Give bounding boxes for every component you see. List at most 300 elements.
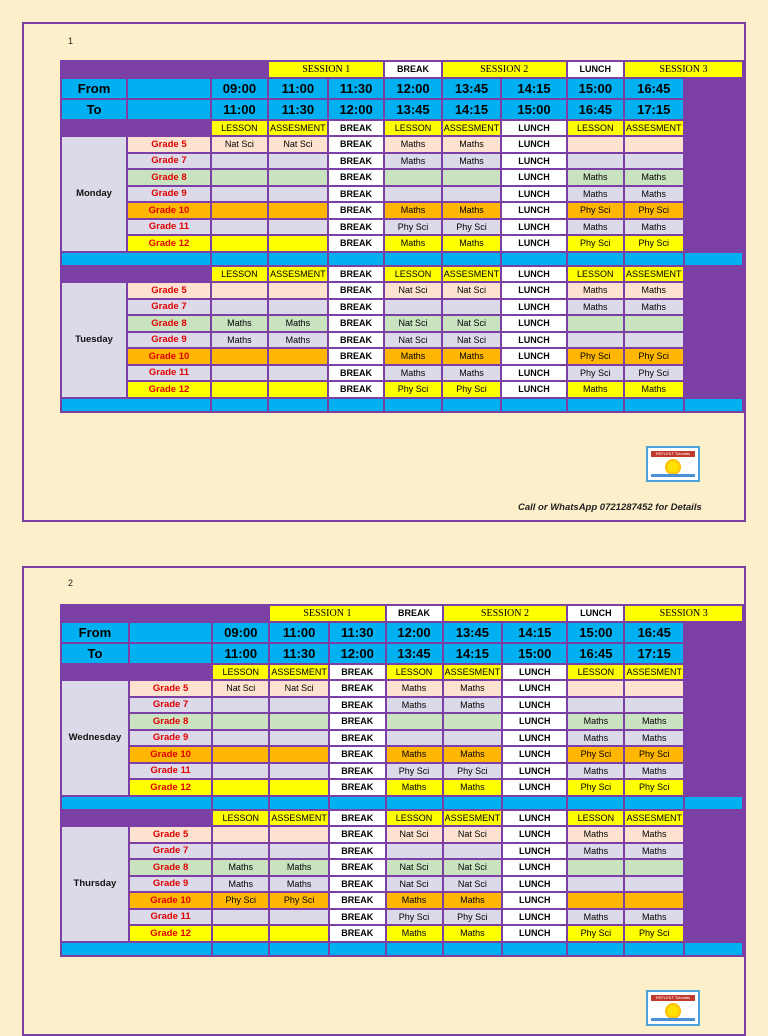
from-time: 09:00: [211, 78, 268, 99]
subject-cell: [268, 299, 328, 316]
lunch-cell: LUNCH: [502, 859, 567, 876]
lunch-cell: LUNCH: [502, 746, 567, 763]
break-cell: BREAK: [328, 332, 385, 349]
tutorials-logo: [646, 990, 700, 1026]
subject-cell: [567, 136, 624, 153]
subject-cell: Maths: [567, 713, 624, 730]
subject-cell: [212, 843, 269, 860]
activity-type-row: [61, 810, 743, 827]
from-time: 11:30: [328, 78, 385, 99]
subject-cell: [212, 826, 269, 843]
activity-type: ASSESMENT: [442, 120, 502, 137]
grade-row: [61, 219, 743, 236]
subject-cell: [443, 730, 503, 747]
activity-type: ASSESMENT: [624, 120, 684, 137]
subject-cell: [268, 202, 328, 219]
subject-cell: Maths: [624, 826, 684, 843]
subject-cell: [211, 202, 268, 219]
activity-type: LESSON: [386, 810, 443, 827]
activity-type: LUNCH: [502, 810, 567, 827]
day-label: Tuesday: [61, 282, 127, 398]
break-cell: BREAK: [329, 713, 386, 730]
grade-row: [61, 348, 743, 365]
separator-cell: [212, 796, 269, 810]
subject-cell: [268, 219, 328, 236]
grade-row: [61, 925, 743, 942]
session-header-row: [61, 61, 743, 78]
subject-cell: Phy Sci: [624, 235, 684, 252]
sun-icon: [665, 459, 681, 475]
grade-row: [61, 186, 743, 203]
subject-cell: Maths: [567, 299, 624, 316]
timetable: [60, 604, 744, 957]
lunch-cell: LUNCH: [501, 282, 566, 299]
separator-cell: [328, 252, 385, 266]
break-cell: BREAK: [328, 186, 385, 203]
grade-row: [61, 153, 743, 170]
subject-cell: Nat Sci: [386, 826, 443, 843]
break-cell: BREAK: [328, 348, 385, 365]
subject-cell: [268, 282, 328, 299]
grade-row: [61, 315, 743, 332]
subject-cell: [269, 697, 329, 714]
subject-cell: [212, 763, 269, 780]
subject-cell: Nat Sci: [442, 315, 502, 332]
lunch-cell: LUNCH: [501, 136, 566, 153]
grade-label: Grade 9: [127, 186, 211, 203]
break-cell: BREAK: [328, 315, 385, 332]
lunch-cell: LUNCH: [501, 315, 566, 332]
to-time: 11:00: [212, 643, 269, 664]
grade-label: Grade 9: [129, 876, 212, 893]
timetable: [60, 60, 744, 413]
grade-row: [61, 859, 743, 876]
subject-cell: [212, 746, 269, 763]
grade-label: Grade 7: [127, 153, 211, 170]
from-time: 15:00: [567, 78, 624, 99]
subject-cell: Nat Sci: [442, 282, 502, 299]
subject-cell: Maths: [567, 381, 624, 398]
separator-cell: [684, 796, 743, 810]
grade-row: [61, 332, 743, 349]
break-cell: BREAK: [328, 365, 385, 382]
subject-cell: [269, 826, 329, 843]
activity-type: LESSON: [567, 266, 624, 283]
break-cell: BREAK: [329, 697, 386, 714]
from-time: 14:15: [501, 78, 566, 99]
separator-cell: [386, 796, 443, 810]
subject-cell: Maths: [624, 843, 684, 860]
grade-row: [61, 713, 743, 730]
type-row-blank: [61, 120, 211, 137]
lunch-cell: LUNCH: [502, 680, 567, 697]
subject-cell: [269, 746, 329, 763]
from-row: [61, 78, 743, 99]
separator-cell: [61, 252, 211, 266]
to-blank: [127, 99, 211, 120]
subject-cell: Maths: [442, 202, 502, 219]
from-label: From: [61, 622, 129, 643]
separator-cell: [501, 252, 566, 266]
subject-cell: [624, 697, 684, 714]
lunch-cell: LUNCH: [502, 909, 567, 926]
subject-cell: Maths: [386, 746, 443, 763]
activity-type: BREAK: [329, 664, 386, 681]
break-cell: BREAK: [329, 746, 386, 763]
header-blank: [61, 61, 268, 78]
subject-cell: Nat Sci: [269, 680, 329, 697]
lunch-cell: LUNCH: [501, 219, 566, 236]
timetable-container: [60, 60, 744, 413]
subject-cell: Phy Sci: [624, 925, 684, 942]
grade-label: Grade 11: [127, 365, 211, 382]
subject-cell: Maths: [269, 876, 329, 893]
grade-label: Grade 8: [127, 169, 211, 186]
subject-cell: [624, 315, 684, 332]
subject-cell: [386, 843, 443, 860]
break-cell: BREAK: [329, 859, 386, 876]
page-number: 1: [68, 36, 74, 46]
separator-cell: [442, 398, 502, 412]
subject-cell: Phy Sci: [624, 365, 684, 382]
to-time: 11:30: [269, 643, 329, 664]
subject-cell: [567, 892, 624, 909]
subject-cell: Maths: [386, 680, 443, 697]
subject-cell: [567, 153, 624, 170]
subject-cell: Maths: [567, 186, 624, 203]
subject-cell: Maths: [268, 315, 328, 332]
activity-type: LESSON: [567, 664, 624, 681]
subject-cell: Maths: [268, 332, 328, 349]
break-cell: BREAK: [329, 730, 386, 747]
from-time: 11:30: [329, 622, 386, 643]
separator-row: [61, 398, 743, 412]
subject-cell: Maths: [624, 713, 684, 730]
session-header-row: [61, 605, 743, 622]
to-time: 16:45: [567, 99, 624, 120]
to-time: 13:45: [384, 99, 441, 120]
subject-cell: Maths: [386, 697, 443, 714]
break-header: BREAK: [384, 61, 441, 78]
to-blank: [129, 643, 212, 664]
subject-cell: [268, 348, 328, 365]
grade-label: Grade 10: [127, 202, 211, 219]
to-time: 14:15: [443, 643, 503, 664]
subject-cell: Phy Sci: [624, 746, 684, 763]
subject-cell: Phy Sci: [386, 909, 443, 926]
subject-cell: Maths: [386, 779, 443, 796]
subject-cell: Maths: [443, 779, 503, 796]
to-time: 16:45: [567, 643, 624, 664]
break-cell: BREAK: [329, 763, 386, 780]
break-cell: BREAK: [328, 235, 385, 252]
subject-cell: Nat Sci: [443, 876, 503, 893]
from-time: 16:45: [624, 622, 684, 643]
lunch-cell: LUNCH: [501, 186, 566, 203]
break-header: BREAK: [386, 605, 443, 622]
subject-cell: [567, 315, 624, 332]
grade-row: [61, 826, 743, 843]
grade-label: Grade 12: [127, 381, 211, 398]
subject-cell: Maths: [567, 169, 624, 186]
separator-cell: [211, 398, 268, 412]
lunch-cell: LUNCH: [502, 730, 567, 747]
separator-cell: [501, 398, 566, 412]
grade-label: Grade 10: [129, 746, 212, 763]
subject-cell: Maths: [442, 153, 502, 170]
subject-cell: [442, 299, 502, 316]
subject-cell: [268, 235, 328, 252]
grade-row: [61, 136, 743, 153]
subject-cell: Phy Sci: [567, 779, 624, 796]
lunch-cell: LUNCH: [502, 713, 567, 730]
logo-title: REFLEKT Tutorials: [651, 995, 695, 1001]
grade-label: Grade 5: [129, 826, 212, 843]
subject-cell: Nat Sci: [212, 680, 269, 697]
from-time: 12:00: [386, 622, 443, 643]
grade-label: Grade 7: [129, 843, 212, 860]
subject-cell: [386, 730, 443, 747]
subject-cell: Phy Sci: [269, 892, 329, 909]
subject-cell: [268, 365, 328, 382]
subject-cell: Phy Sci: [443, 763, 503, 780]
from-time: 11:00: [268, 78, 328, 99]
subject-cell: [212, 925, 269, 942]
subject-cell: [567, 680, 624, 697]
subject-cell: [268, 153, 328, 170]
subject-cell: [624, 153, 684, 170]
activity-type: BREAK: [328, 120, 385, 137]
timetable-page-2: [22, 566, 746, 1036]
separator-cell: [61, 796, 212, 810]
lunch-cell: LUNCH: [502, 892, 567, 909]
type-row-blank: [61, 810, 212, 827]
grade-row: [61, 697, 743, 714]
subject-cell: Maths: [567, 909, 624, 926]
subject-cell: Maths: [384, 348, 441, 365]
lunch-cell: LUNCH: [502, 779, 567, 796]
activity-type: LESSON: [212, 810, 269, 827]
session-2-header: SESSION 2: [442, 61, 567, 78]
subject-cell: [386, 713, 443, 730]
session-3-header: SESSION 3: [624, 605, 743, 622]
to-time: 14:15: [442, 99, 502, 120]
subject-cell: Phy Sci: [624, 779, 684, 796]
subject-cell: Nat Sci: [384, 332, 441, 349]
subject-cell: [211, 186, 268, 203]
grade-row: [61, 909, 743, 926]
logo-bar: [651, 1018, 695, 1021]
grade-label: Grade 12: [127, 235, 211, 252]
subject-cell: [211, 219, 268, 236]
activity-type: LESSON: [386, 664, 443, 681]
subject-cell: Phy Sci: [567, 202, 624, 219]
grade-label: Grade 7: [127, 299, 211, 316]
activity-type: LESSON: [384, 266, 441, 283]
subject-cell: Maths: [624, 169, 684, 186]
subject-cell: [211, 153, 268, 170]
from-label: From: [61, 78, 127, 99]
lunch-header: LUNCH: [567, 61, 624, 78]
activity-type: ASSESMENT: [624, 810, 684, 827]
subject-cell: Maths: [384, 136, 441, 153]
break-cell: BREAK: [329, 826, 386, 843]
subject-cell: Phy Sci: [567, 235, 624, 252]
separator-cell: [443, 942, 503, 956]
subject-cell: [384, 299, 441, 316]
separator-cell: [684, 398, 743, 412]
lunch-cell: LUNCH: [501, 365, 566, 382]
separator-cell: [567, 398, 624, 412]
separator-cell: [442, 252, 502, 266]
subject-cell: Nat Sci: [386, 859, 443, 876]
grade-label: Grade 9: [129, 730, 212, 747]
subject-cell: Maths: [567, 826, 624, 843]
separator-cell: [502, 942, 567, 956]
activity-type: LESSON: [567, 120, 624, 137]
subject-cell: Maths: [624, 730, 684, 747]
grade-label: Grade 9: [127, 332, 211, 349]
lunch-header: LUNCH: [567, 605, 624, 622]
subject-cell: Nat Sci: [442, 332, 502, 349]
subject-cell: Phy Sci: [384, 219, 441, 236]
subject-cell: [624, 680, 684, 697]
subject-cell: Maths: [624, 381, 684, 398]
separator-row: [61, 796, 743, 810]
day-label: Monday: [61, 136, 127, 252]
day-label: Wednesday: [61, 680, 129, 796]
separator-cell: [269, 796, 329, 810]
subject-cell: Maths: [567, 282, 624, 299]
subject-cell: [269, 779, 329, 796]
break-cell: BREAK: [329, 876, 386, 893]
subject-cell: Maths: [212, 859, 269, 876]
subject-cell: [624, 876, 684, 893]
grade-label: Grade 11: [129, 909, 212, 926]
subject-cell: [442, 169, 502, 186]
timetable-container: [60, 604, 744, 957]
page-number: 2: [68, 578, 74, 588]
session-2-header: SESSION 2: [443, 605, 568, 622]
break-cell: BREAK: [328, 153, 385, 170]
separator-row: [61, 252, 743, 266]
subject-cell: Maths: [567, 219, 624, 236]
grade-label: Grade 12: [129, 925, 212, 942]
subject-cell: Maths: [269, 859, 329, 876]
subject-cell: Maths: [211, 332, 268, 349]
subject-cell: [624, 332, 684, 349]
subject-cell: [212, 713, 269, 730]
activity-type-row: [61, 664, 743, 681]
separator-cell: [268, 252, 328, 266]
separator-cell: [443, 796, 503, 810]
lunch-cell: LUNCH: [501, 348, 566, 365]
subject-cell: Maths: [442, 136, 502, 153]
subject-cell: Nat Sci: [384, 282, 441, 299]
to-time: 17:15: [624, 99, 684, 120]
lunch-cell: LUNCH: [502, 925, 567, 942]
grade-label: Grade 11: [127, 219, 211, 236]
activity-type: ASSESMENT: [624, 664, 684, 681]
lunch-cell: LUNCH: [501, 153, 566, 170]
subject-cell: Nat Sci: [211, 136, 268, 153]
break-cell: BREAK: [329, 843, 386, 860]
separator-cell: [329, 796, 386, 810]
activity-type: ASSESMENT: [269, 664, 329, 681]
grade-label: Grade 8: [127, 315, 211, 332]
break-cell: BREAK: [329, 680, 386, 697]
lunch-cell: LUNCH: [501, 169, 566, 186]
subject-cell: Maths: [624, 186, 684, 203]
from-row: [61, 622, 743, 643]
grade-label: Grade 7: [129, 697, 212, 714]
grade-label: Grade 5: [129, 680, 212, 697]
break-cell: BREAK: [328, 381, 385, 398]
grade-label: Grade 12: [129, 779, 212, 796]
subject-cell: [567, 332, 624, 349]
subject-cell: [624, 892, 684, 909]
sun-icon: [665, 1003, 681, 1019]
subject-cell: [269, 843, 329, 860]
separator-cell: [567, 942, 624, 956]
separator-cell: [212, 942, 269, 956]
lunch-cell: LUNCH: [501, 332, 566, 349]
from-time: 15:00: [567, 622, 624, 643]
activity-type: ASSESMENT: [443, 664, 503, 681]
lunch-cell: LUNCH: [502, 697, 567, 714]
subject-cell: Maths: [567, 843, 624, 860]
subject-cell: [268, 169, 328, 186]
lunch-cell: LUNCH: [501, 202, 566, 219]
grade-row: [61, 299, 743, 316]
subject-cell: [567, 697, 624, 714]
from-time: 13:45: [442, 78, 502, 99]
subject-cell: Maths: [567, 763, 624, 780]
subject-cell: [211, 299, 268, 316]
separator-cell: [269, 942, 329, 956]
subject-cell: Maths: [442, 365, 502, 382]
subject-cell: Nat Sci: [443, 826, 503, 843]
separator-cell: [624, 796, 684, 810]
subject-cell: Maths: [212, 876, 269, 893]
grade-label: Grade 11: [129, 763, 212, 780]
subject-cell: [211, 169, 268, 186]
activity-type: ASSESMENT: [443, 810, 503, 827]
to-label: To: [61, 643, 129, 664]
activity-type: BREAK: [328, 266, 385, 283]
subject-cell: [442, 186, 502, 203]
subject-cell: [212, 730, 269, 747]
activity-type: LUNCH: [501, 120, 566, 137]
grade-row: [61, 876, 743, 893]
subject-cell: Nat Sci: [384, 315, 441, 332]
separator-cell: [684, 252, 743, 266]
activity-type: LUNCH: [502, 664, 567, 681]
to-row: [61, 99, 743, 120]
activity-type: ASSESMENT: [442, 266, 502, 283]
subject-cell: Maths: [624, 909, 684, 926]
timetable-page-1: [22, 22, 746, 522]
from-time: 09:00: [212, 622, 269, 643]
to-time: 11:30: [268, 99, 328, 120]
grade-row: [61, 680, 743, 697]
subject-cell: Maths: [624, 763, 684, 780]
subject-cell: [567, 876, 624, 893]
subject-cell: [269, 730, 329, 747]
subject-cell: Nat Sci: [443, 859, 503, 876]
subject-cell: Phy Sci: [567, 348, 624, 365]
activity-type: LESSON: [384, 120, 441, 137]
